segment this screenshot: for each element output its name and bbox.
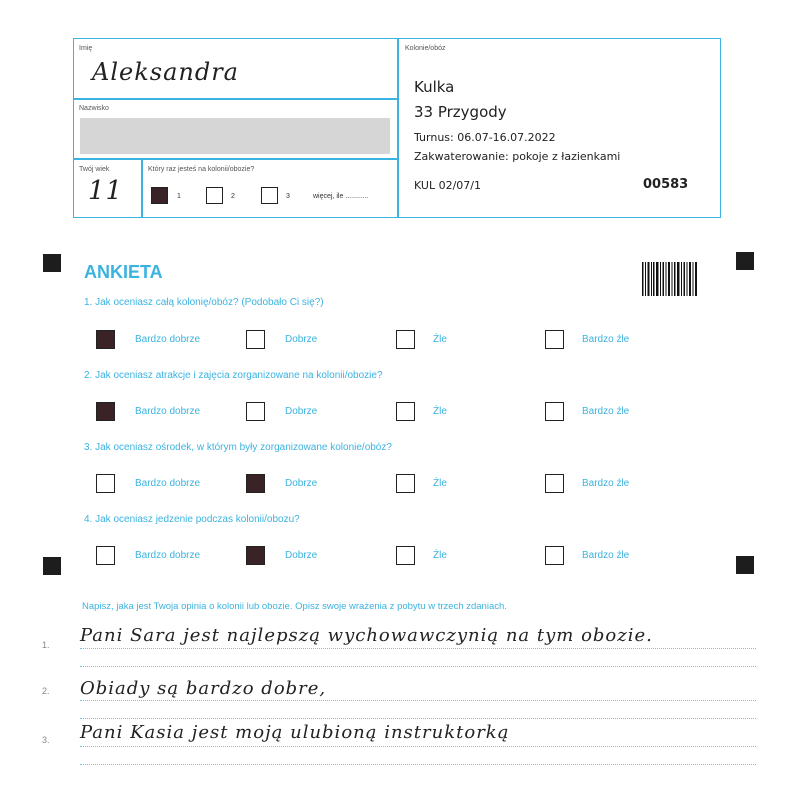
times-checkbox-1[interactable]: [151, 187, 168, 204]
option-label: Bardzo dobrze: [135, 334, 201, 345]
option-label: Źle: [433, 334, 447, 345]
times-option-label: 1: [177, 193, 181, 200]
line-number: 1.: [42, 640, 50, 650]
q3-option-bardzo-zle[interactable]: [545, 474, 564, 493]
times-option-label: 3: [286, 193, 290, 200]
turnus: Turnus: 06.07-16.07.2022: [414, 131, 556, 144]
surname-redaction: [80, 118, 390, 154]
header-rule: [73, 98, 398, 100]
option-label: Bardzo źle: [582, 550, 630, 561]
q4-option-dobrze[interactable]: [246, 546, 265, 565]
q3-option-dobrze[interactable]: [246, 474, 265, 493]
option-label: Dobrze: [285, 478, 318, 489]
option-label: Źle: [433, 550, 447, 561]
camp-label: Kolonie/obóz: [405, 45, 446, 52]
line-number: 2.: [42, 686, 50, 696]
question-4: 4. Jak oceniasz jedzenie podczas kolonii/obozu?: [84, 514, 300, 525]
times-checkbox-3[interactable]: [261, 187, 278, 204]
times-more-label: więcej, ile ............: [313, 193, 369, 200]
option-label: Bardzo dobrze: [135, 406, 201, 417]
registration-marker: [736, 252, 754, 270]
zakwaterowanie: Zakwaterowanie: pokoje z łazienkami: [414, 150, 621, 163]
q4-option-bardzo-dobrze[interactable]: [96, 546, 115, 565]
option-label: Dobrze: [285, 406, 318, 417]
times-option-label: 2: [231, 193, 235, 200]
dotted-line: [80, 700, 756, 701]
q1-option-zle[interactable]: [396, 330, 415, 349]
option-label: Dobrze: [285, 334, 318, 345]
option-label: Dobrze: [285, 550, 318, 561]
q2-option-dobrze[interactable]: [246, 402, 265, 421]
registration-marker: [43, 557, 61, 575]
name-label: Imię: [79, 45, 93, 52]
opinion-prompt: Napisz, jaka jest Twoja opinia o kolonii lub obozie. Opisz swoje wrażenia z pobytu w trzech zdaniach.: [82, 601, 507, 612]
survey-title: ANKIETA: [84, 262, 163, 282]
q2-option-zle[interactable]: [396, 402, 415, 421]
age-value: 11: [88, 176, 124, 206]
q4-option-zle[interactable]: [396, 546, 415, 565]
q3-option-zle[interactable]: [396, 474, 415, 493]
camp-program: 33 Przygody: [414, 103, 507, 121]
header-divider: [141, 158, 143, 218]
dotted-line: [80, 764, 756, 765]
q1-option-bardzo-zle[interactable]: [545, 330, 564, 349]
q2-option-bardzo-dobrze[interactable]: [96, 402, 115, 421]
option-label: Bardzo źle: [582, 406, 630, 417]
q2-option-bardzo-zle[interactable]: [545, 402, 564, 421]
header-divider: [397, 38, 399, 218]
header-rule: [73, 158, 398, 160]
form-number: 00583: [643, 177, 689, 192]
opinion-line-1: Pani Sara jest najlepszą wychowawczynią na tym obozie.: [80, 625, 653, 646]
dotted-line: [80, 666, 756, 667]
name-value: Aleksandra: [92, 58, 239, 86]
q4-option-bardzo-zle[interactable]: [545, 546, 564, 565]
dotted-line: [80, 718, 756, 719]
registration-marker: [736, 556, 754, 574]
registration-marker: [43, 254, 61, 272]
age-label: Twój wiek: [79, 166, 110, 173]
surname-label: Nazwisko: [79, 105, 109, 112]
question-2: 2. Jak oceniasz atrakcje i zajęcia zorganizowane na kolonii/obozie?: [84, 370, 383, 381]
opinion-line-3: Pani Kasia jest moją ulubioną instruktorką: [80, 722, 510, 743]
option-label: Źle: [433, 406, 447, 417]
q1-option-bardzo-dobrze[interactable]: [96, 330, 115, 349]
option-label: Bardzo dobrze: [135, 550, 201, 561]
option-label: Bardzo źle: [582, 478, 630, 489]
line-number: 3.: [42, 735, 50, 745]
question-1: 1. Jak oceniasz całą kolonię/obóz? (Podobało Ci się?): [84, 297, 324, 308]
camp-code: KUL 02/07/1: [414, 179, 481, 192]
barcode: [642, 262, 697, 296]
camp-name: Kulka: [414, 78, 455, 96]
dotted-line: [80, 746, 756, 747]
opinion-line-2: Obiady są bardzo dobre,: [80, 678, 327, 699]
times-label: Który raz jesteś na kolonii/obozie?: [148, 166, 255, 173]
q3-option-bardzo-dobrze[interactable]: [96, 474, 115, 493]
times-checkbox-2[interactable]: [206, 187, 223, 204]
option-label: Źle: [433, 478, 447, 489]
dotted-line: [80, 648, 756, 649]
option-label: Bardzo dobrze: [135, 478, 201, 489]
q1-option-dobrze[interactable]: [246, 330, 265, 349]
option-label: Bardzo źle: [582, 334, 630, 345]
question-3: 3. Jak oceniasz ośrodek, w którym były zorganizowane kolonie/obóz?: [84, 442, 392, 453]
